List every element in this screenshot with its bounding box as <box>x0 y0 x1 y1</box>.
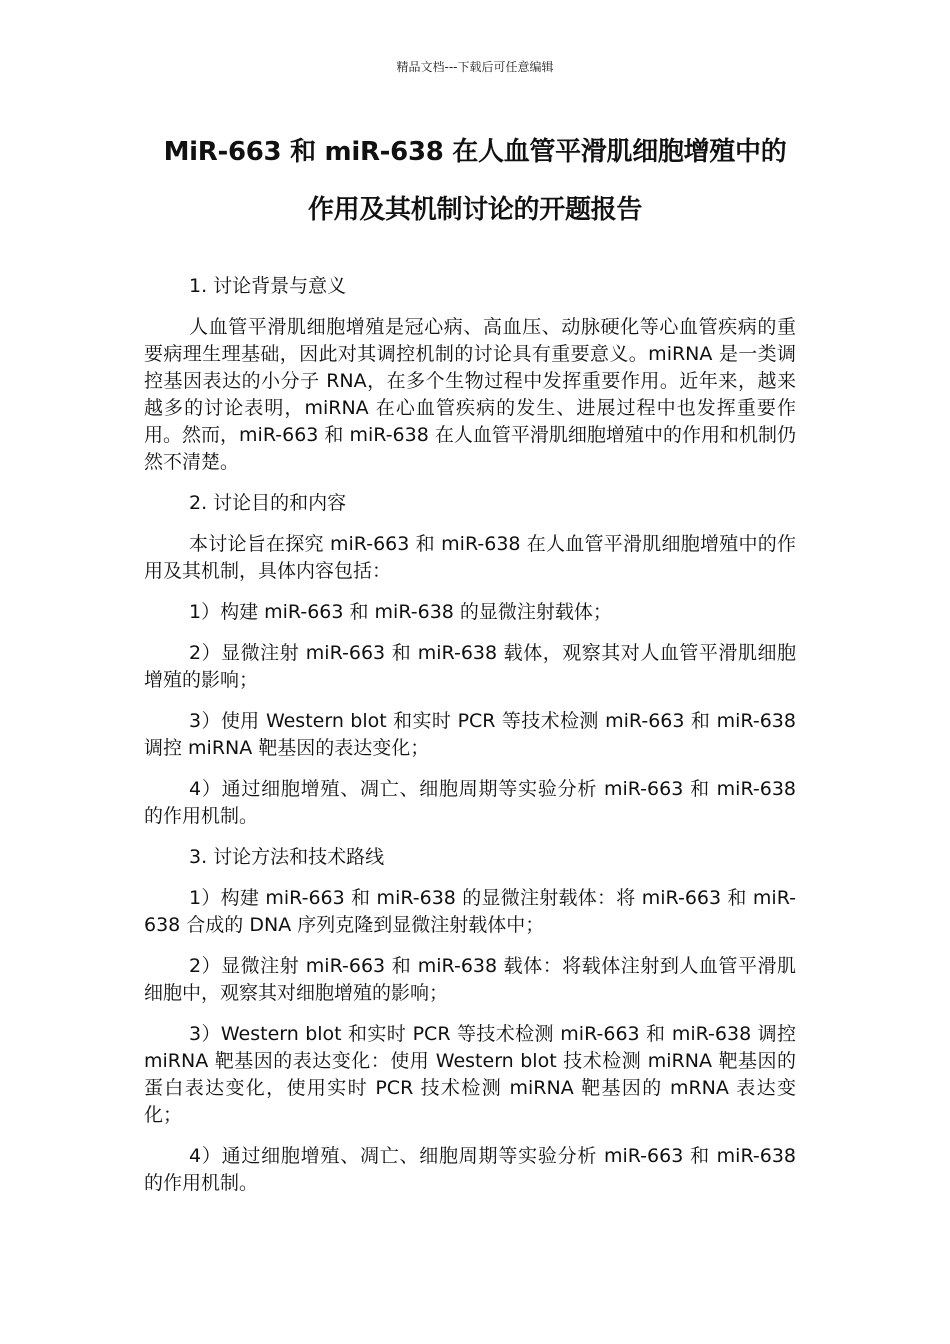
section-3-list-item: 1）构建 miR-663 和 miR-638 的显微注射载体：将 miR-663 和 miR-638 合成的 DNA 序列克隆到显微注射载体中； <box>144 887 796 936</box>
document-body <box>144 273 796 1211</box>
section-1-heading: 1. 讨论背景与意义 <box>189 275 347 297</box>
section-3-list-item: 3）Western blot 和实时 PCR 等技术检测 miR-663 和 miR-638 调控 miRNA 靶基因的表达变化：使用 Western blot 技术检测 miRNA 靶基因的蛋白表达变化，使用实时 PCR 技术检测 miRNA 靶基因的 mRNA 表达变化； <box>144 1023 796 1126</box>
document-title <box>0 138 950 224</box>
page-header-note: 精品文档---下载后可任意编辑 <box>396 60 554 74</box>
section-1-paragraph: 人血管平滑肌细胞增殖是冠心病、高血压、动脉硬化等心血管疾病的重要病理生理基础，因此对其调控机制的讨论具有重要意义。miRNA 是一类调控基因表达的小分子 RNA，在多个生物过程中发挥重要作用。近年来，越来越多的讨论表明，miRNA 在心血管疾病的发生、进展过程中也发挥重要作用。然而，miR-663 和 miR-638 在人血管平滑肌细胞增殖中的作用和机制仍然不清楚。 <box>144 316 796 473</box>
title-line-2: 作用及其机制讨论的开题报告 <box>307 195 643 225</box>
section-3-list-item: 2）显微注射 miR-663 和 miR-638 载体：将载体注射到人血管平滑肌细胞中，观察其对细胞增殖的影响； <box>144 955 796 1004</box>
section-2-list-item: 3）使用 Western blot 和实时 PCR 等技术检测 miR-663 和 miR-638 调控 miRNA 靶基因的表达变化； <box>144 710 796 759</box>
section-3-heading: 3. 讨论方法和技术路线 <box>189 846 385 868</box>
section-2-list-item: 4）通过细胞增殖、凋亡、细胞周期等实验分析 miR-663 和 miR-638 的作用机制。 <box>144 778 796 827</box>
section-3-list-item: 4）通过细胞增殖、凋亡、细胞周期等实验分析 miR-663 和 miR-638 的作用机制。 <box>144 1145 796 1194</box>
section-2-list-item: 1）构建 miR-663 和 miR-638 的显微注射载体； <box>189 601 612 623</box>
section-2-heading: 2. 讨论目的和内容 <box>189 492 347 514</box>
section-2-paragraph: 本讨论旨在探究 miR-663 和 miR-638 在人血管平滑肌细胞增殖中的作用及其机制，具体内容包括： <box>144 533 796 582</box>
title-line-1: MiR-663 和 miR-638 在人血管平滑肌细胞增殖中的 <box>163 137 787 167</box>
section-2-list-item: 2）显微注射 miR-663 和 miR-638 载体，观察其对人血管平滑肌细胞增殖的影响； <box>144 642 796 691</box>
